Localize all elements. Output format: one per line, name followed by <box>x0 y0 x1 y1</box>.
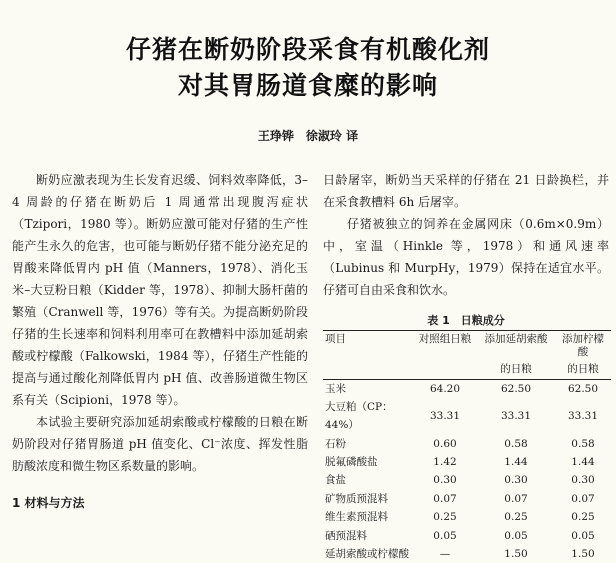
cell-citric: 0.30 <box>555 471 611 489</box>
cell-control: — <box>413 545 477 563</box>
cell-citric: 62.50 <box>555 380 611 399</box>
table-row <box>323 490 611 508</box>
cell-item: 食盐 <box>323 471 413 489</box>
cell-item: 维生素预混料 <box>323 508 413 526</box>
cell-citric: 33.31 <box>555 398 611 434</box>
table-row <box>323 453 611 471</box>
table-row <box>323 434 611 452</box>
cell-fumaric: 0.25 <box>477 508 555 526</box>
cell-fumaric: 1.44 <box>477 453 555 471</box>
cell-citric: 0.07 <box>555 490 611 508</box>
header-fumaric-line2: 的日粮 <box>477 361 555 380</box>
cell-citric: 1.44 <box>555 453 611 471</box>
cell-fumaric: 62.50 <box>477 380 555 399</box>
header-citric-line2: 的日粮 <box>555 361 611 380</box>
cell-item: 脱氟磷酸盐 <box>323 453 413 471</box>
slaughter-paragraph: 日龄屠宰，断奶当天采样的仔猪在 21 日龄换栏，并在采食教槽料 6h 后屠宰。 <box>323 169 609 213</box>
cell-fumaric: 0.07 <box>477 490 555 508</box>
article-title-line2: 对其胃肠道食糜的影响 <box>0 66 616 102</box>
table-header-row <box>323 331 611 362</box>
table-row <box>323 380 611 399</box>
table-body <box>323 380 611 563</box>
header-fumaric: 添加延胡索酸 <box>477 331 555 362</box>
cell-control: 0.05 <box>413 526 477 544</box>
cell-control: 64.20 <box>413 380 477 399</box>
right-column <box>323 169 609 301</box>
left-column <box>12 169 308 477</box>
cell-fumaric: 0.30 <box>477 471 555 489</box>
table-row <box>323 471 611 489</box>
cell-citric: 0.58 <box>555 434 611 452</box>
cell-control: 0.25 <box>413 508 477 526</box>
article-title-line1: 仔猪在断奶阶段采食有机酸化剂 <box>0 30 616 66</box>
table-row <box>323 526 611 544</box>
diet-composition-table <box>323 330 611 563</box>
table-row <box>323 545 611 563</box>
cell-fumaric: 33.31 <box>477 398 555 434</box>
housing-paragraph: 仔猪被独立的饲养在金属网床（0.6m×0.9m）中，室温（Hinkle 等，1978）和通风速率（Lubinus 和 MurpHy，1979）保持在适宜水平。仔猪可自由采食和饮水。 <box>323 213 609 301</box>
objective-paragraph: 本试验主要研究添加延胡索酸或柠檬酸的日粮在断奶阶段对仔猪胃肠道 pH 值变化、Cl⁻浓度、挥发性脂肪酸浓度和微生物区系数量的影响。 <box>12 411 308 477</box>
cell-item: 硒预混料 <box>323 526 413 544</box>
header-control: 对照组日粮 <box>413 331 477 362</box>
cell-control: 0.07 <box>413 490 477 508</box>
cell-fumaric: 0.58 <box>477 434 555 452</box>
cell-fumaric: 1.50 <box>477 545 555 563</box>
section-heading-materials-methods: 1 材料与方法 <box>12 494 85 511</box>
header-citric: 添加柠檬酸 <box>555 331 611 362</box>
cell-citric: 0.25 <box>555 508 611 526</box>
cell-citric: 1.50 <box>555 545 611 563</box>
cell-item: 石粉 <box>323 434 413 452</box>
cell-citric: 0.05 <box>555 526 611 544</box>
cell-item: 玉米 <box>323 380 413 399</box>
cell-item: 大豆粕（CP：44%） <box>323 398 413 434</box>
table-header-row-2 <box>323 361 611 380</box>
table-row <box>323 398 611 434</box>
cell-control: 33.31 <box>413 398 477 434</box>
cell-item: 矿物质预混料 <box>323 490 413 508</box>
table-caption: 表 1 日粮成分 <box>323 312 609 328</box>
cell-fumaric: 0.05 <box>477 526 555 544</box>
table-row <box>323 508 611 526</box>
intro-paragraph: 断奶应激表现为生长发育迟缓、饲料效率降低，3–4 周龄的仔猪在断奶后 1 周通常出现腹泻症状（Tzipori，1980 等）。断奶应激可能对仔猪的生产性能产生永久的危害，也可能与断奶仔猪不能分泌充足的胃酸来降低胃内 pH 值（Manners，1978）、消化玉米–大豆粉日粮（Kidder 等，1978）、抑制大肠杆菌的繁殖（Cranwell 等，1976）等有关。为提高断奶阶段仔猪的生长速率和饲料利用率可在教槽料中添加延胡索酸或柠檬酸（Falkowski，1984 等），仔猪生产性能的提高与通过酸化剂降低胃内 pH 值、改善肠道微生物区系有关（Scipioni，1978 等）。 <box>12 169 308 411</box>
cell-control: 0.60 <box>413 434 477 452</box>
cell-item: 延胡索酸或柠檬酸 <box>323 545 413 563</box>
cell-control: 1.42 <box>413 453 477 471</box>
cell-control: 0.30 <box>413 471 477 489</box>
header-item: 项目 <box>323 331 413 362</box>
authors: 王琤铧 徐淑玲 译 <box>0 127 616 144</box>
